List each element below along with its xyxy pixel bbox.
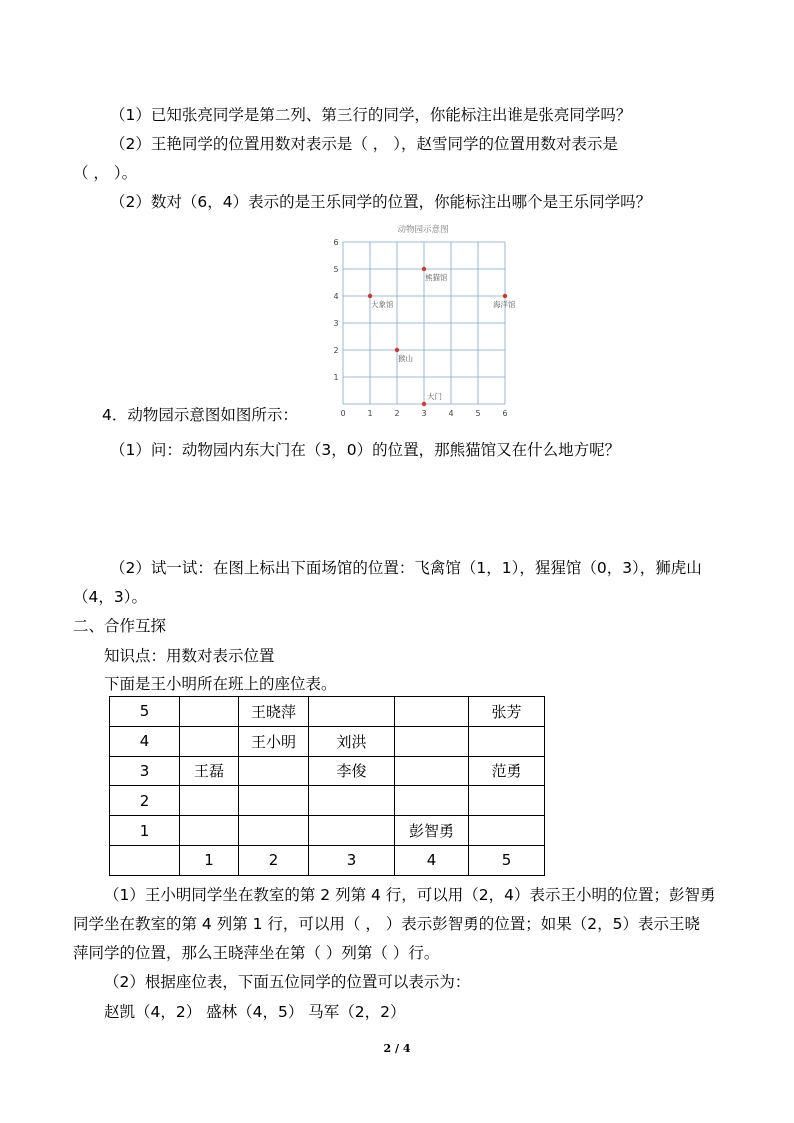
- table-row: [110, 697, 545, 727]
- row-label-cell: 2: [110, 786, 180, 816]
- y-tick-label: 2: [333, 346, 339, 355]
- seat-cell: 范勇: [469, 756, 545, 786]
- row-label-cell: 4: [110, 726, 180, 756]
- x-tick-label: 5: [475, 409, 481, 418]
- x-tick-label: 2: [394, 409, 400, 418]
- page-number: 2 / 4: [383, 1042, 411, 1055]
- seat-cell: 王小明: [239, 726, 309, 756]
- section-heading: 二、合作互探: [73, 617, 167, 635]
- place-point: [368, 294, 372, 298]
- question-text: （2）王艳同学的位置用数对表示是（ ， ），赵雪同学的位置用数对表示是: [110, 135, 618, 153]
- seat-cell: [180, 816, 239, 846]
- map-ticks: [333, 238, 507, 418]
- question-text: （4，3）。: [73, 588, 147, 606]
- y-tick-label: 6: [333, 238, 339, 247]
- seat-cell: [239, 786, 309, 816]
- row-label-cell: [110, 845, 180, 875]
- place-label: 大门: [427, 392, 442, 401]
- seat-cell: [309, 697, 395, 727]
- place-point: [422, 267, 426, 271]
- seat-cell: [395, 786, 469, 816]
- x-tick-label: 4: [448, 409, 454, 418]
- table-row: [110, 786, 545, 816]
- seat-cell: 王晓萍: [239, 697, 309, 727]
- place-label: 大象馆: [371, 300, 394, 309]
- table-row: [110, 845, 545, 875]
- row-label-cell: 1: [110, 816, 180, 846]
- place-label: 海洋馆: [493, 300, 516, 309]
- seat-cell: [180, 786, 239, 816]
- question-text: 萍同学的位置，那么王晓萍坐在第（ ）列第（ ）行。: [73, 944, 440, 962]
- x-tick-label: 0: [340, 409, 346, 418]
- place-point: [503, 294, 507, 298]
- question-text: （ ， ）。: [73, 164, 138, 182]
- seat-table: [109, 696, 545, 876]
- seat-cell: [309, 816, 395, 846]
- column-label-cell: 3: [309, 845, 395, 875]
- seat-cell: [239, 756, 309, 786]
- question-text: （1）已知张亮同学是第二列、第三行的同学，你能标注出谁是张亮同学吗？: [110, 106, 632, 124]
- place-point: [395, 348, 399, 352]
- y-tick-label: 3: [333, 319, 339, 328]
- column-label-cell: 5: [469, 845, 545, 875]
- zoo-map: [322, 222, 522, 422]
- x-tick-label: 1: [367, 409, 373, 418]
- question-text: （1）问：动物园内东大门在（3，0）的位置，那熊猫馆又在什么地方呢？: [110, 441, 621, 459]
- table-row: [110, 726, 545, 756]
- seat-cell: [469, 786, 545, 816]
- row-label-cell: 3: [110, 756, 180, 786]
- seat-cell: [395, 726, 469, 756]
- table-row: [110, 816, 545, 846]
- place-point: [422, 402, 426, 406]
- column-label-cell: 1: [180, 845, 239, 875]
- question-heading: 4．动物园示意图如图所示：: [102, 406, 298, 424]
- seat-cell: 李俊: [309, 756, 395, 786]
- seat-cell: [239, 816, 309, 846]
- question-text: 同学坐在教室的第 4 列第 1 行，可以用（ ， ）表示彭智勇的位置；如果（2，5）表示王晓: [73, 915, 701, 933]
- seat-cell: [180, 697, 239, 727]
- knowledge-point: 知识点：用数对表示位置: [104, 647, 275, 665]
- seat-cell: 刘洪: [309, 726, 395, 756]
- y-tick-label: 4: [333, 292, 339, 301]
- seat-cell: 张芳: [469, 697, 545, 727]
- question-text: （1）王小明同学坐在教室的第 2 列第 4 行，可以用（2，4）表示王小明的位置；彭智勇: [104, 886, 716, 904]
- seat-cell: [395, 756, 469, 786]
- question-text: 赵凯（4，2） 盛林（4，5） 马军（2，2）: [104, 1003, 406, 1021]
- map-places: [368, 267, 516, 406]
- y-tick-label: 5: [333, 265, 339, 274]
- column-label-cell: 2: [239, 845, 309, 875]
- row-label-cell: 5: [110, 697, 180, 727]
- seat-cell: [469, 816, 545, 846]
- x-tick-label: 6: [502, 409, 508, 418]
- seat-cell: [469, 726, 545, 756]
- seat-cell: 彭智勇: [395, 816, 469, 846]
- question-text: （2）根据座位表，下面五位同学的位置可以表示为：: [104, 973, 471, 991]
- question-text: （2）数对（6，4）表示的是王乐同学的位置，你能标注出哪个是王乐同学吗？: [110, 193, 652, 211]
- place-label: 熊猫馆: [425, 273, 448, 282]
- question-text: （2）试一试：在图上标出下面场馆的位置：飞禽馆（1，1），猩猩馆（0，3），狮虎山: [110, 559, 702, 577]
- map-grid: [343, 242, 505, 404]
- map-title: 动物园示意图: [397, 225, 449, 235]
- column-label-cell: 4: [395, 845, 469, 875]
- table-caption: 下面是王小明所在班上的座位表。: [104, 675, 337, 693]
- seat-cell: [180, 726, 239, 756]
- seat-cell: 王磊: [180, 756, 239, 786]
- place-label: 猴山: [398, 354, 413, 363]
- y-tick-label: 1: [333, 373, 339, 382]
- seat-cell: [309, 786, 395, 816]
- table-row: [110, 756, 545, 786]
- x-tick-label: 3: [421, 409, 427, 418]
- seat-cell: [395, 697, 469, 727]
